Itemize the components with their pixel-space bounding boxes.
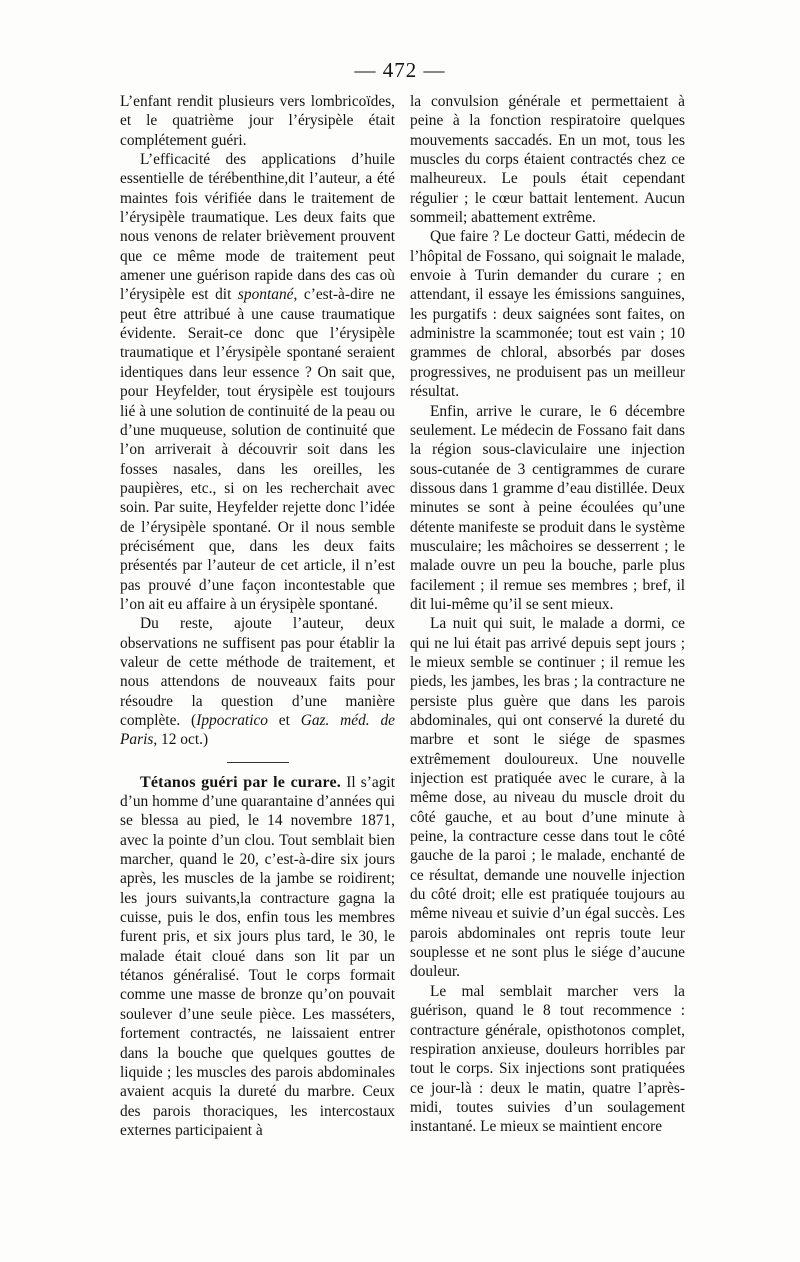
section-title: Tétanos guéri par le curare. <box>140 773 342 791</box>
page-number: — 472 — <box>354 58 446 82</box>
paragraph: la convulsion générale et permettaient à peine à la fonction respiratoire quelques mouvements saccadés. En un mot, tous les muscles du corps étaient contractés chez ce malheureux. Le pouls était cependant régulier ; le cœur battait lentement. Aucun sommeil; abattement extrême. <box>410 93 685 227</box>
paragraph <box>120 614 395 749</box>
section-divider <box>227 762 289 763</box>
paragraph-text: , 12 oct.) <box>153 731 209 749</box>
paragraph <box>120 150 395 614</box>
paragraph <box>120 773 395 1141</box>
source-citation: Ippocratico <box>196 712 268 729</box>
right-column <box>410 92 685 1137</box>
paragraph-text: L’efficacité des applications d’huile essentielle de térébenthine,dit l’auteur, a été maintes fois vérifiée dans le traitement de l’érysipèle traumatique. Les deux faits que nous venons de relater brièvement prouvent que ce même mode de traitement peut amener une guérison rapide dans des cas où l’érysipèle est dit <box>120 151 395 304</box>
paragraph: La nuit qui suit, le malade a dormi, ce qui ne lui était pas arrivé depuis sept jours ; le mieux semble se continuer ; il remue les pieds, les jambes, les bras ; la contracture ne persiste plus guère que dans les parois abdominales, qui ont conservé la dureté du marbre et sont le siége de spasmes extrêmement douloureux. Une nouvelle injection est pratiquée avec le curare, à la même dose, au niveau du muscle droit du côté gauche, et au bout d’une minute à peine, la contracture cesse dans tout le côté gauche de la paroi ; le malade, enchanté de ce résultat, demande une nouvelle injection du côté droit; elle est pratiquée toujours au même niveau et suivie d’un égal succès. Les parois abdominales ont repris toute leur souplesse et ne sont plus le siége d’aucune douleur. <box>410 615 685 981</box>
paragraph: L’enfant rendit plusieurs vers lombricoïdes, et le quatrième jour l’érysipèle était complétement guéri. <box>120 93 395 149</box>
left-column <box>120 92 395 1140</box>
paragraph-text: , c’est-à-dire ne peut être attribué à une cause traumatique évidente. Serait-ce donc que l’érysipèle traumatique et l’érysipèle spontané seraient identiques dans leur essence ? On sait que, pour Heyfelder, tout érysipèle est toujours lié à une solution de continuité de la peau ou d’une muqueuse, solution de continuité que l’on arriverait à découvrir soit dans les fosses nasales, dans les oreilles, les paupières, etc., si on les recherchait avec soin. Par suite, Heyfelder rejette donc l’idée de l’érysipèle spontané. Or il nous semble précisément que, dans les deux faits présentés par l’auteur de cet article, il n’est pas prouvé d’une façon incontestable que l’on ait eu affaire à un érysipèle spontané. <box>120 286 396 613</box>
source-citation: Gaz. méd. de Paris <box>120 712 395 749</box>
italic-term: spontané <box>237 286 294 304</box>
paragraph-text: Du reste, ajoute l’auteur, deux observations ne suffisent pas pour établir la valeur de cette méthode de traitement, et nous attendons de nouveaux faits pour résoudre la question d’une manière complète. ( <box>120 615 395 729</box>
paragraph-text: et <box>268 712 301 729</box>
paragraph: Enfin, arrive le curare, le 6 décembre seulement. Le médecin de Fossano fait dans la région sous-claviculaire une injection sous-cutanée de 3 centigrammes de curare dissous dans 1 gramme d’eau distillée. Deux minutes se sont à peine écoulées qu’une détente manifeste se produit dans le système musculaire; les mâchoires se desserrent ; le malade ouvre un peu la bouche, parle plus facilement ; il remue ses membres ; bref, il dit lui-même qu’il se sent mieux. <box>410 402 685 613</box>
paragraph: Le mal semblait marcher vers la guérison, quand le 8 tout recommence : contracture générale, opisthotonos complet, respiration anxieuse, douleurs horribles par tout le corps. Six injections sont pratiquées ce jour-là : deux le matin, quatre l’après-midi, toutes suivies d’un soulagement instantané. Le mieux se maintient encore <box>410 982 685 1136</box>
paragraph: Que faire ? Le docteur Gatti, médecin de l’hôpital de Fossano, qui soignait le malade, envoie à Turin demander du curare ; en attendant, il essaye les émissions sanguines, les purgatifs : deux saignées sont faites, on administre la scammonée; tout est vain ; 10 grammes de chloral, absorbés par doses progressives, ne produisent pas un meilleur résultat. <box>410 228 685 401</box>
paragraph-text: Il s’agit d’un homme d’une quarantaine d’années qui se blessa au pied, le 14 novembre 1871, avec la pointe d’un clou. Tout semblait bien marcher, quand le 20, c’est-à-dire six jours après, les muscles de la jambe se roidirent; les jours suivants,la contracture gagna la cuisse, puis le dos, enfin tous les membres furent pris, et six jours plus tard, le 30, le malade était cloué dans son lit par un tétanos généralisé. Tout le corps formait comme une masse de bronze qu’on pouvait soulever d’une seule pièce. Les masséters, fortement contractés, ne laissaient entrer dans la bouche que quelques gouttes de liquide ; les muscles des parois abdominales avaient acquis la dureté du marbre. Ceux des parois thoraciques, les intercostaux externes participaient à <box>120 773 395 1139</box>
